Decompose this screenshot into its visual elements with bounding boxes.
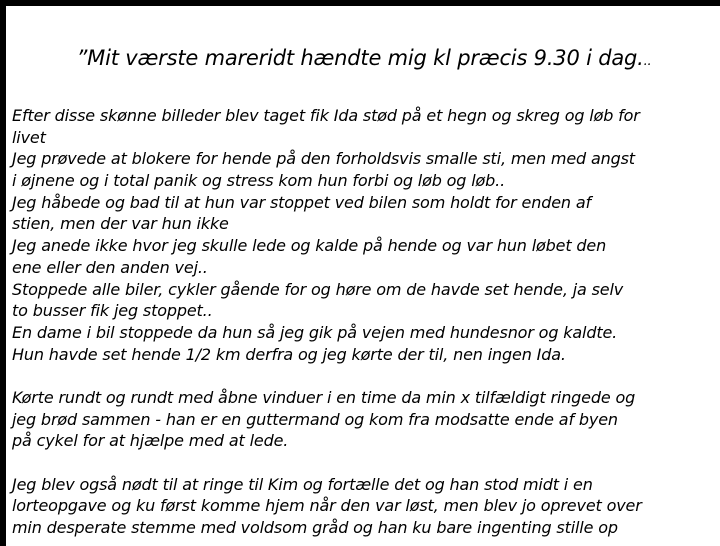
body-line: Efter disse skønne billeder blev taget fik Ida stød på et hegn og skreg og løb for: [12, 106, 640, 125]
body-line: Jeg blev også nødt til at ringe til Kim og fortælle det og han stod midt i en: [12, 474, 593, 494]
body-line: Stoppede alle biler, cykler gående for og høre om de havde set hende, ja selv: [12, 279, 624, 299]
body-line: Jeg anede ikke hvor jeg skulle lede og kalde på hende og var hun løbet den: [12, 236, 607, 256]
body-line: lorteopgave og ku først komme hjem når den var løst, men blev jo oprevet over: [12, 496, 642, 516]
body-line: jeg brød sammen - han er en guttermand og kom fra modsatte ende af byen: [12, 409, 618, 429]
title-ellipsis: ..: [643, 54, 652, 69]
body-text: [12, 105, 716, 539]
body-line: min desperate stemme med voldsom gråd og han ku bare ingenting stille op: [12, 518, 618, 538]
body-line: på cykel for at hjælpe med at lede.: [12, 431, 289, 451]
body-line: ene eller den anden vej..: [12, 257, 208, 277]
paragraph-break: [12, 365, 716, 387]
body-line: Jeg prøvede at blokere for hende på den forholdsvis smalle sti, men med angst: [12, 149, 635, 169]
body-line: En dame i bil stoppede da hun så jeg gik på vejen med hundesnor og kaldte.: [12, 322, 618, 342]
body-line: i øjnene og i total panik og stress kom hun forbi og løb og løb..: [12, 171, 506, 191]
document-page: [6, 6, 720, 546]
body-line: Kørte rundt og rundt med åbne vinduer i en time da min x tilfældigt ringede og: [12, 387, 636, 407]
body-line: Jeg håbede og bad til at hun var stoppet ved bilen som holdt for enden af: [12, 192, 591, 212]
body-line: to busser fik jeg stoppet..: [12, 301, 213, 321]
body-line: Hun havde set hende 1/2 km derfra og jeg kørte der til, nen ingen Ida.: [12, 344, 566, 364]
body-line: livet: [12, 127, 46, 147]
paragraph-break: [12, 452, 716, 474]
body-line: stien, men der var hun ikke: [12, 214, 229, 234]
title-text: ”Mit værste mareridt hændte mig kl præcis 9.30 i dag.: [76, 46, 644, 70]
page-title: [6, 46, 720, 70]
